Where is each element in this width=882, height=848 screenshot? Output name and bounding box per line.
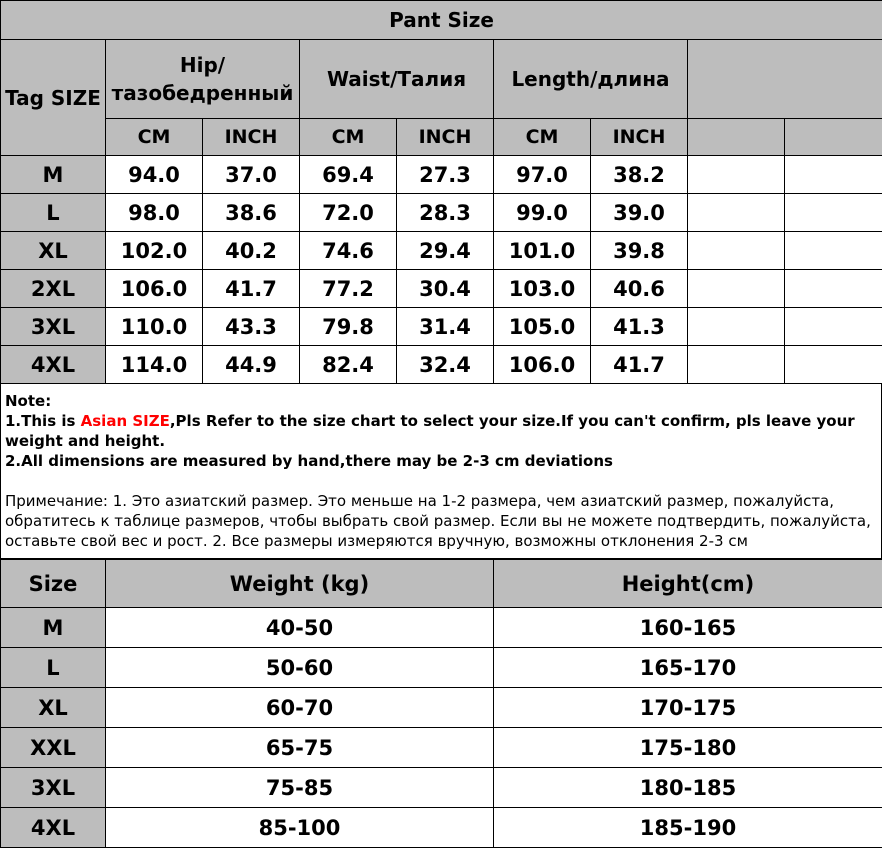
weight-cell: 50-60 — [106, 648, 494, 688]
unit-cell: INCH — [397, 119, 494, 156]
value-cell: 29.4 — [397, 232, 494, 270]
value-cell: 32.4 — [397, 346, 494, 384]
table-title: Pant Size — [1, 1, 882, 40]
value-cell: 103.0 — [494, 270, 591, 308]
table-row — [1, 728, 882, 768]
value-cell: 72.0 — [300, 194, 397, 232]
table-row — [1, 194, 882, 232]
weight-cell: 65-75 — [106, 728, 494, 768]
value-cell: 31.4 — [397, 308, 494, 346]
empty-cell — [785, 270, 882, 308]
value-cell: 44.9 — [203, 346, 300, 384]
weight-cell: 85-100 — [106, 808, 494, 848]
empty-cell — [688, 232, 785, 270]
empty-cell — [688, 270, 785, 308]
note-line1-rest: ,Pls Refer to the size chart to select your size.If you can't confirm, pls leave your weight and height. — [5, 412, 855, 450]
note-russian: Примечание: 1. Это азиатский размер. Это меньше на 1-2 размера, чем азиатский размер, пожалуйста, обратитесь к таблице размеров, чтобы выбрать свой размер. Если вы не можете подтвердить, пожалуйста, оставьте свой вес и рост. 2. Все размеры измеряются вручную, возможны отклонения 2-3 см — [5, 491, 877, 551]
unit-cell: CM — [494, 119, 591, 156]
size-label: 4XL — [1, 808, 106, 848]
height-cell: 185-190 — [494, 808, 882, 848]
table-row — [1, 768, 882, 808]
size-label: XXL — [1, 728, 106, 768]
value-cell: 39.8 — [591, 232, 688, 270]
unit-cell-empty — [688, 119, 785, 156]
value-cell: 79.8 — [300, 308, 397, 346]
note-line1-prefix: 1.This is — [5, 412, 81, 430]
weight-cell: 60-70 — [106, 688, 494, 728]
size-label: XL — [1, 688, 106, 728]
size-label: L — [1, 194, 106, 232]
table-row — [1, 688, 882, 728]
value-cell: 41.3 — [591, 308, 688, 346]
hip-header-line2: тазобедренный — [106, 79, 299, 107]
unit-cell: INCH — [591, 119, 688, 156]
empty-cell — [688, 156, 785, 194]
empty-cell — [688, 308, 785, 346]
size-label: L — [1, 648, 106, 688]
asian-size-highlight: Asian SIZE — [81, 412, 170, 430]
unit-cell: INCH — [203, 119, 300, 156]
height-cell: 175-180 — [494, 728, 882, 768]
empty-header — [688, 40, 882, 119]
weight-cell: 75-85 — [106, 768, 494, 808]
weight-cell: 40-50 — [106, 608, 494, 648]
size-label: 4XL — [1, 346, 106, 384]
tag-size-header: Tag SIZE — [1, 40, 106, 156]
value-cell: 99.0 — [494, 194, 591, 232]
unit-cell: CM — [300, 119, 397, 156]
value-cell: 30.4 — [397, 270, 494, 308]
length-header: Length/длина — [494, 40, 688, 119]
height-column-header: Height(cm) — [494, 560, 882, 608]
note-line2: 2.All dimensions are measured by hand,there may be 2-3 cm deviations — [5, 451, 877, 471]
value-cell: 27.3 — [397, 156, 494, 194]
height-cell: 160-165 — [494, 608, 882, 648]
value-cell: 38.6 — [203, 194, 300, 232]
table-row — [1, 156, 882, 194]
table-row — [1, 270, 882, 308]
value-cell: 102.0 — [106, 232, 203, 270]
value-cell: 43.3 — [203, 308, 300, 346]
table-row — [1, 808, 882, 848]
unit-cell-empty — [785, 119, 882, 156]
value-cell: 114.0 — [106, 346, 203, 384]
value-cell: 40.2 — [203, 232, 300, 270]
size-label: M — [1, 608, 106, 648]
table-row — [1, 232, 882, 270]
value-cell: 97.0 — [494, 156, 591, 194]
size-label: XL — [1, 232, 106, 270]
size-label: 3XL — [1, 768, 106, 808]
note-spacer — [5, 471, 877, 491]
table-row — [1, 346, 882, 384]
value-cell: 106.0 — [106, 270, 203, 308]
empty-cell — [785, 346, 882, 384]
height-cell: 170-175 — [494, 688, 882, 728]
empty-cell — [688, 194, 785, 232]
size-label: M — [1, 156, 106, 194]
value-cell: 69.4 — [300, 156, 397, 194]
value-cell: 38.2 — [591, 156, 688, 194]
value-cell: 40.6 — [591, 270, 688, 308]
note-heading: Note: — [5, 391, 877, 411]
height-cell: 165-170 — [494, 648, 882, 688]
value-cell: 110.0 — [106, 308, 203, 346]
value-cell: 39.0 — [591, 194, 688, 232]
value-cell: 105.0 — [494, 308, 591, 346]
value-cell: 94.0 — [106, 156, 203, 194]
waist-header: Waist/Талия — [300, 40, 494, 119]
size-column-header: Size — [1, 560, 106, 608]
empty-cell — [785, 232, 882, 270]
height-cell: 180-185 — [494, 768, 882, 808]
hip-header — [106, 40, 300, 119]
table-row — [1, 608, 882, 648]
pant-size-table — [0, 0, 882, 384]
table-row — [1, 648, 882, 688]
weight-column-header: Weight (kg) — [106, 560, 494, 608]
value-cell: 41.7 — [591, 346, 688, 384]
value-cell: 74.6 — [300, 232, 397, 270]
empty-cell — [785, 156, 882, 194]
value-cell: 28.3 — [397, 194, 494, 232]
note-line1 — [5, 411, 877, 451]
unit-cell: CM — [106, 119, 203, 156]
value-cell: 106.0 — [494, 346, 591, 384]
value-cell: 41.7 — [203, 270, 300, 308]
empty-cell — [688, 346, 785, 384]
value-cell: 101.0 — [494, 232, 591, 270]
value-cell: 82.4 — [300, 346, 397, 384]
empty-cell — [785, 308, 882, 346]
size-note — [0, 384, 882, 559]
size-label: 2XL — [1, 270, 106, 308]
hip-header-line1: Hip/ — [106, 51, 299, 79]
value-cell: 77.2 — [300, 270, 397, 308]
value-cell: 37.0 — [203, 156, 300, 194]
empty-cell — [785, 194, 882, 232]
weight-height-table — [0, 559, 882, 848]
table-row — [1, 308, 882, 346]
size-label: 3XL — [1, 308, 106, 346]
value-cell: 98.0 — [106, 194, 203, 232]
